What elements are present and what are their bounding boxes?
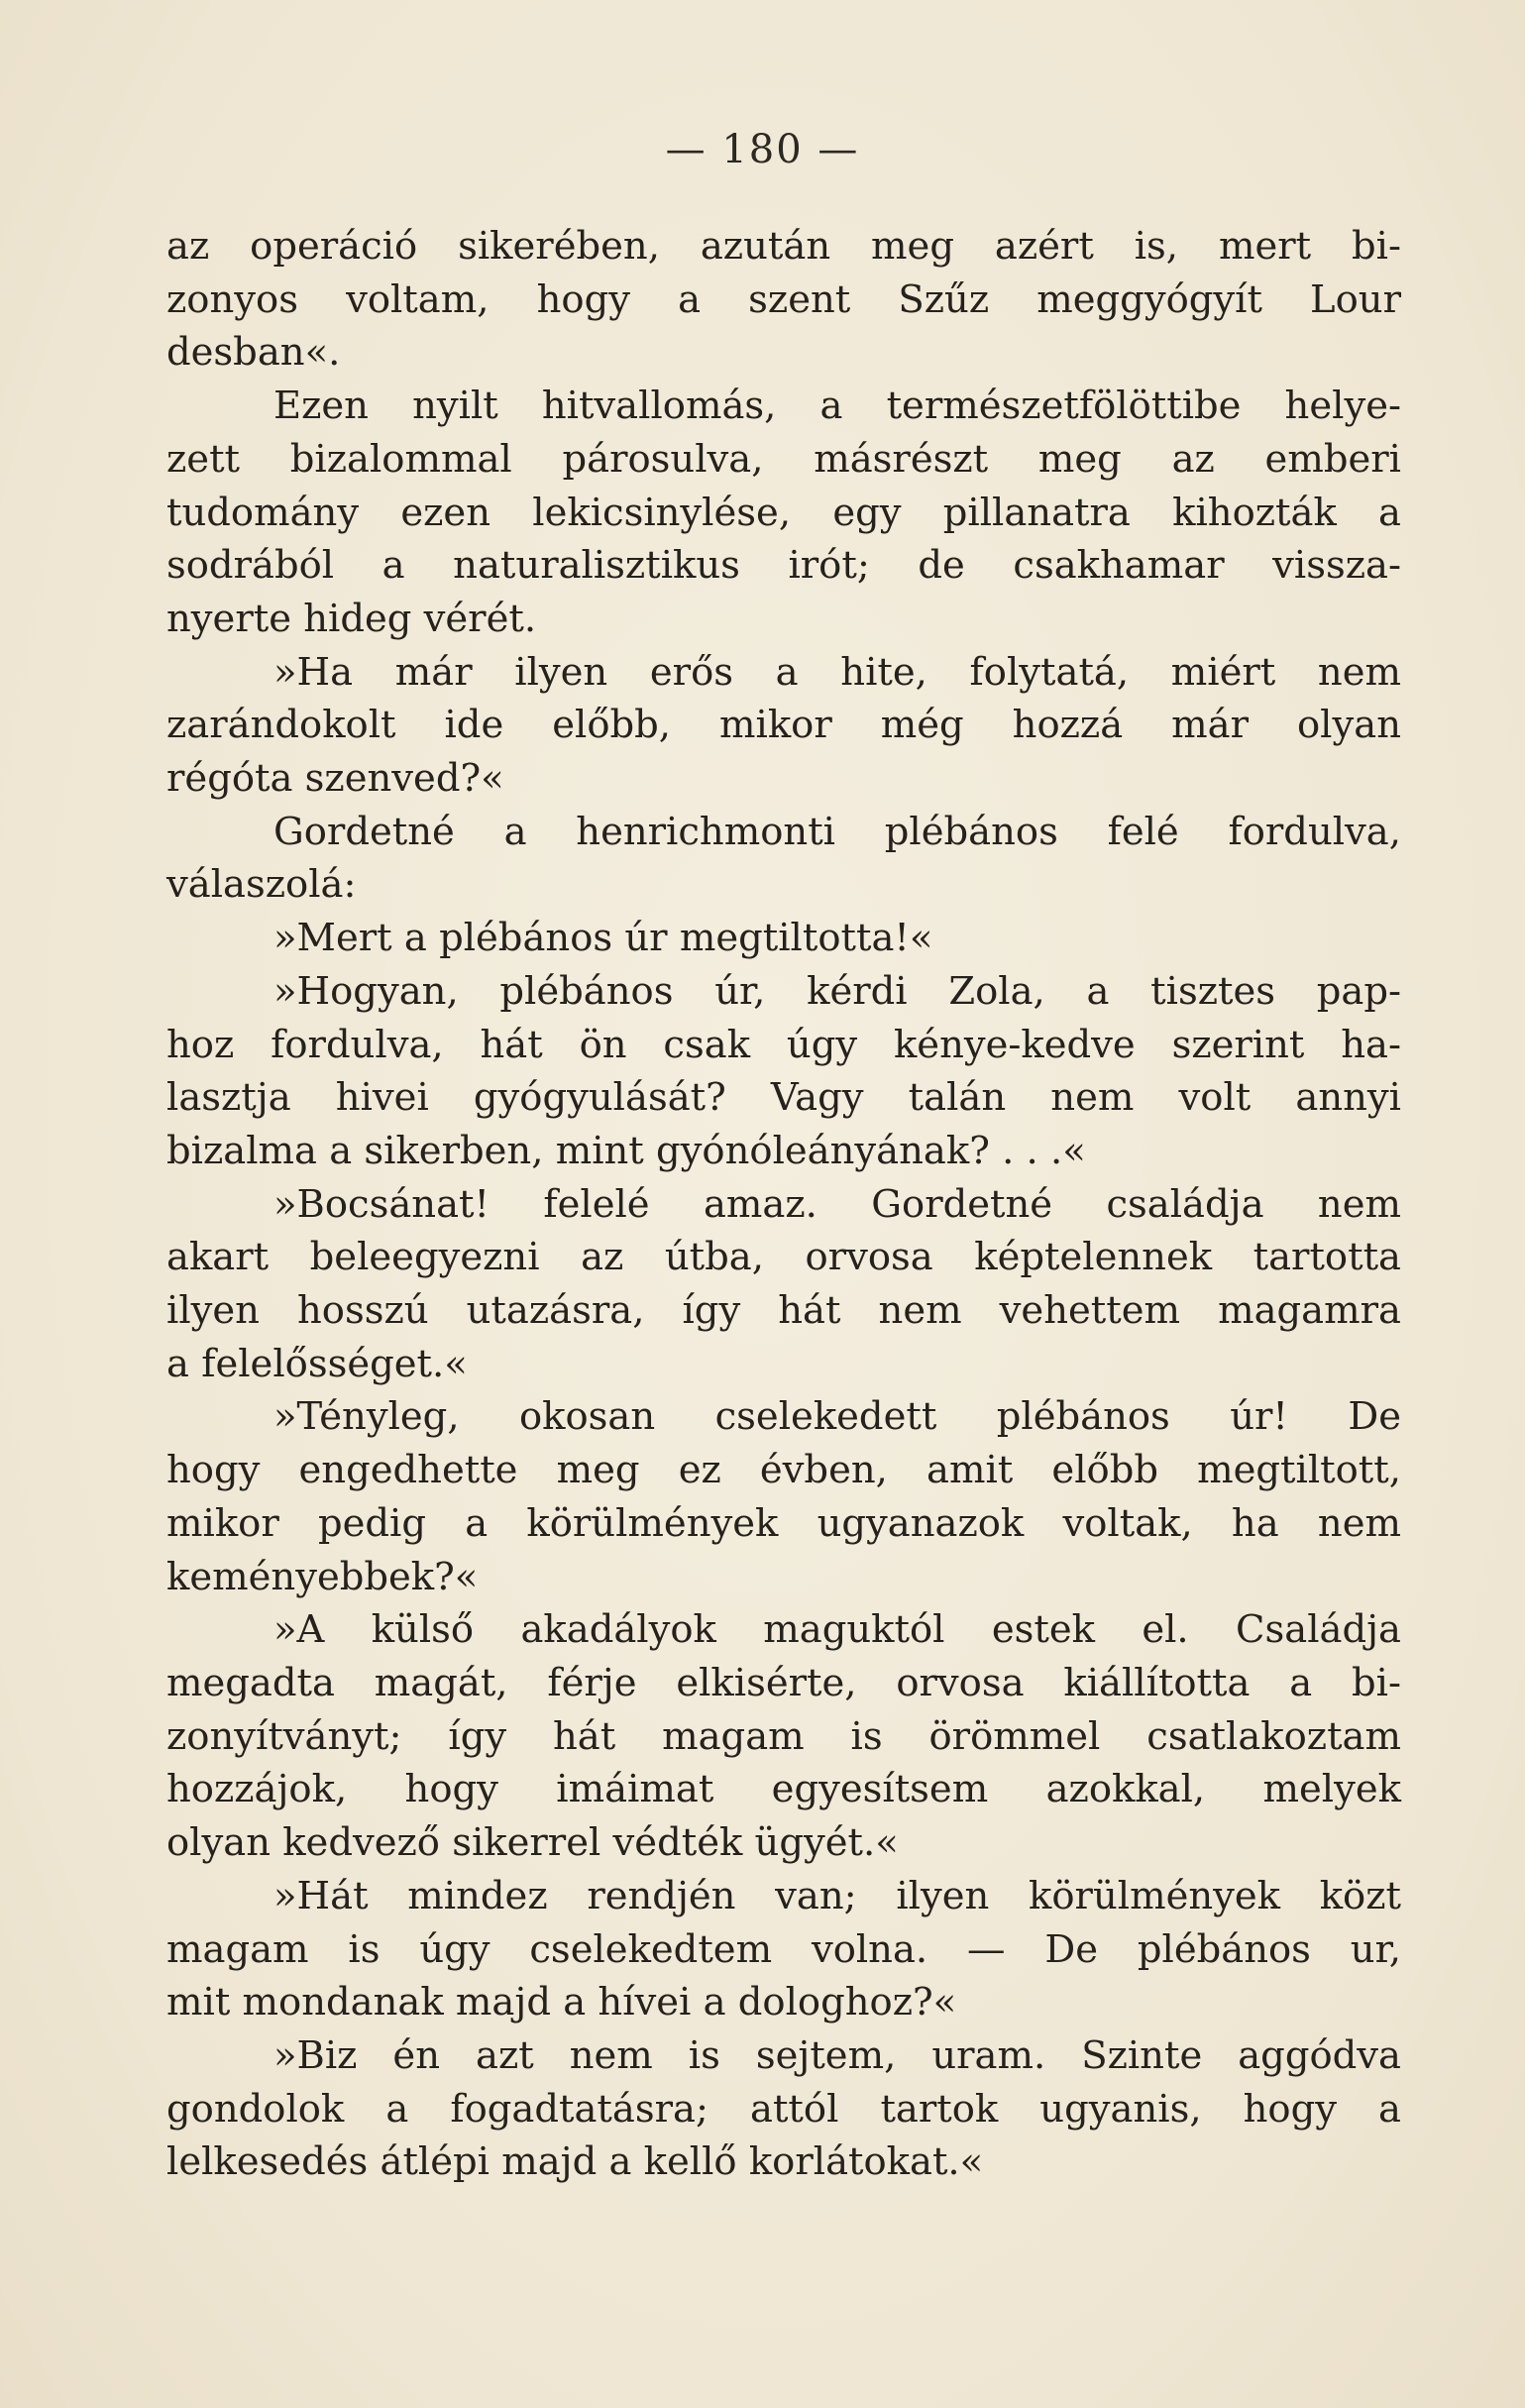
text-line: »Ha már ilyen erős a hite, folytatá, miért nem [273,649,1401,695]
text-line: zett bizalommal párosulva, másrészt meg az emberi [166,436,1401,482]
text-line: régóta szenved?« [166,756,504,802]
text-line: »A külső akadályok maguktól estek el. Családja [273,1607,1401,1653]
text-line: megadta magát, férje elkisérte, orvosa kiállította a bi- [166,1660,1401,1705]
text-line: lasztja hivei gyógyulását? Vagy talán nem volt annyi [166,1075,1401,1121]
page-number: — 180 — [665,127,860,172]
text-line: keményebbek?« [166,1554,479,1599]
text-line: hoz fordulva, hát ön csak úgy kénye-kedve szerint ha- [166,1022,1401,1067]
text-line: akart beleegyezni az útba, orvosa képtelennek tartotta [166,1235,1401,1280]
text-line: az operáció sikerében, azután meg azért is, mert bi- [166,224,1401,269]
text-line: gondolok a fogadtatásra; attól tartok ugyanis, hogy a [166,2086,1401,2132]
text-line: desban«. [166,330,341,376]
text-line: zarándokolt ide előbb, mikor még hozzá már olyan [166,703,1401,748]
text-line: válaszolá: [166,862,357,908]
text-line: mit mondanak majd a hívei a dologhoz?« [166,1980,957,2025]
text-line: Gordetné a henrichmonti plébános felé fordulva, [273,809,1401,854]
text-line: hogy engedhette meg ez évben, amit előbb megtiltott, [166,1448,1401,1493]
text-line: magam is úgy cselekedtem volna. — De plébános ur, [166,1926,1401,1972]
text-line: zonyos voltam, hogy a szent Szűz meggyógyít Lour [166,276,1401,322]
text-line: »Tényleg, okosan cselekedett plébános úr! De [273,1394,1401,1440]
text-line: ilyen hosszú utazásra, így hát nem vehettem magamra [166,1288,1401,1334]
text-line: nyerte hideg vérét. [166,596,537,641]
text-line: a felelősséget.« [166,1341,468,1386]
text-line: »Bocsánat! felelé amaz. Gordetné családja nem [273,1181,1401,1227]
text-line: sodrából a naturalisztikus irót; de csakhamar vissza- [166,543,1401,589]
text-line: »Biz én azt nem is sejtem, uram. Szinte aggódva [273,2032,1401,2078]
text-line: zonyítványt; így hát magam is örömmel csatlakoztam [166,1713,1401,1759]
body-text [166,220,1401,2189]
text-line: hozzájok, hogy imáimat egyesítsem azokkal, melyek [166,1767,1401,1812]
text-line: olyan kedvező sikerrel védték ügyét.« [166,1820,899,1866]
text-line: »Hogyan, plébános úr, kérdi Zola, a tisztes pap- [273,968,1401,1014]
text-line: »Mert a plébános úr megtiltotta!« [273,916,933,961]
text-line: bizalma a sikerben, mint gyónóleányának? . . .« [166,1128,1086,1173]
text-line: lelkesedés átlépi majd a kellő korlátokat.« [166,2139,984,2185]
text-line: mikor pedig a körülmények ugyanazok voltak, ha nem [166,1500,1401,1546]
text-line: tudomány ezen lekicsinylése, egy pillanatra kihozták a [166,490,1401,535]
text-line: Ezen nyilt hitvallomás, a természetfölöttibe helye- [273,383,1401,429]
text-line: »Hát mindez rendjén van; ilyen körülmények közt [273,1873,1401,1918]
